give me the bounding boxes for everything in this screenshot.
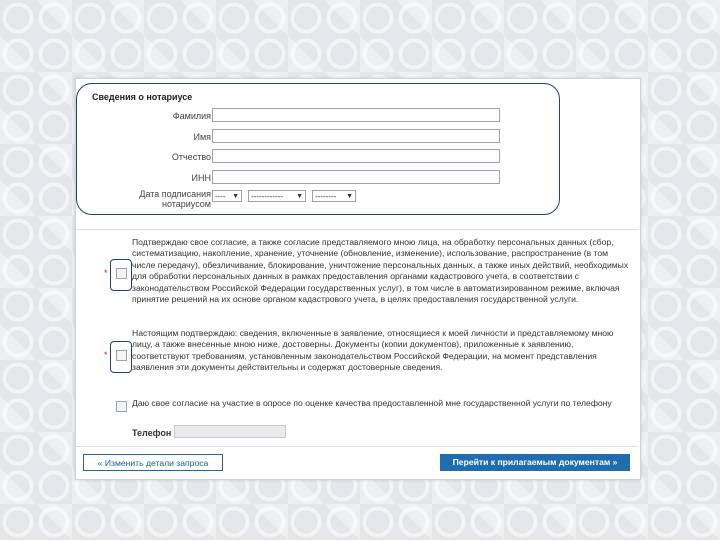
phone-input[interactable] [174, 425, 286, 438]
checkbox-highlight [110, 341, 132, 373]
required-marker: * [104, 350, 108, 360]
chevron-down-icon: ▼ [346, 193, 353, 200]
survey-consent-checkbox[interactable] [116, 401, 127, 412]
notary-section-title: Сведения о нотариусе [92, 92, 193, 102]
first-name-input[interactable] [212, 129, 500, 143]
sign-date-row [76, 189, 636, 213]
personal-data-consent-text: Подтверждаю свое согласие, а также согласие представляемого мною лица, на обработку персональных данных (сбор, систематизацию, накопление, хранение, уточнение (обновление, изменение), использование, распространение (в том числе передачу), обезличивание, блокирование, уничтожение персональных данных, а также иных действий, необходимых для обработки персональных данных в рамках предоставления органами кадастрового учета, в соответствии с законодательством Российской Федерации государственных услуг), в том числе в автоматизированном режиме, включая принятие решений на их основе органом кадастрового учета, в целях предоставления государственной услуги. [132, 237, 629, 305]
inn-input[interactable] [212, 170, 500, 184]
accuracy-consent-text: Настоящим подтверждаю: сведения, включенные в заявление, относящиеся к моей личности и представляемому мною лицу, а также внесенные мною ниже, достоверны. Документы (копии документов), приложенные к заявлению, соответствуют требованиям, установленным законодательством Российской Федерации, на момент представления заявления эти документы действительны и содержат достоверные сведения. [132, 328, 614, 373]
first-name-label: Имя [193, 132, 211, 142]
survey-consent-text: Даю свое согласие на участие в опросе по оценке качества предоставленной мне государственной услуги по телефону [132, 398, 612, 408]
last-name-label: Фамилия [172, 111, 211, 121]
last-name-row [76, 108, 636, 126]
middle-name-input[interactable] [212, 149, 500, 163]
required-marker: * [104, 268, 108, 278]
year-select[interactable]: -------- ▼ [312, 190, 356, 202]
phone-label: Телефон [132, 428, 172, 438]
chevron-down-icon: ▼ [296, 193, 303, 200]
go-to-attached-documents-button[interactable]: Перейти к прилагаемым документам » [440, 454, 630, 471]
middle-name-label: Отчество [171, 152, 211, 162]
first-name-row [76, 129, 636, 147]
middle-name-row [76, 149, 636, 167]
chevron-down-icon: ▼ [232, 193, 239, 200]
change-request-details-button[interactable]: « Изменить детали запроса [83, 454, 223, 471]
footer-divider [76, 446, 638, 447]
last-name-input[interactable] [212, 108, 500, 122]
inn-label: ИНН [191, 173, 211, 183]
sign-date-label: Дата подписания нотариусом [139, 189, 211, 209]
month-select[interactable]: ------------ ▼ [248, 190, 306, 202]
checkbox-highlight [110, 259, 132, 291]
inn-row [76, 170, 636, 188]
day-select[interactable]: ---- ▼ [212, 190, 242, 202]
request-form-page [75, 78, 641, 480]
section-divider [76, 229, 638, 230]
